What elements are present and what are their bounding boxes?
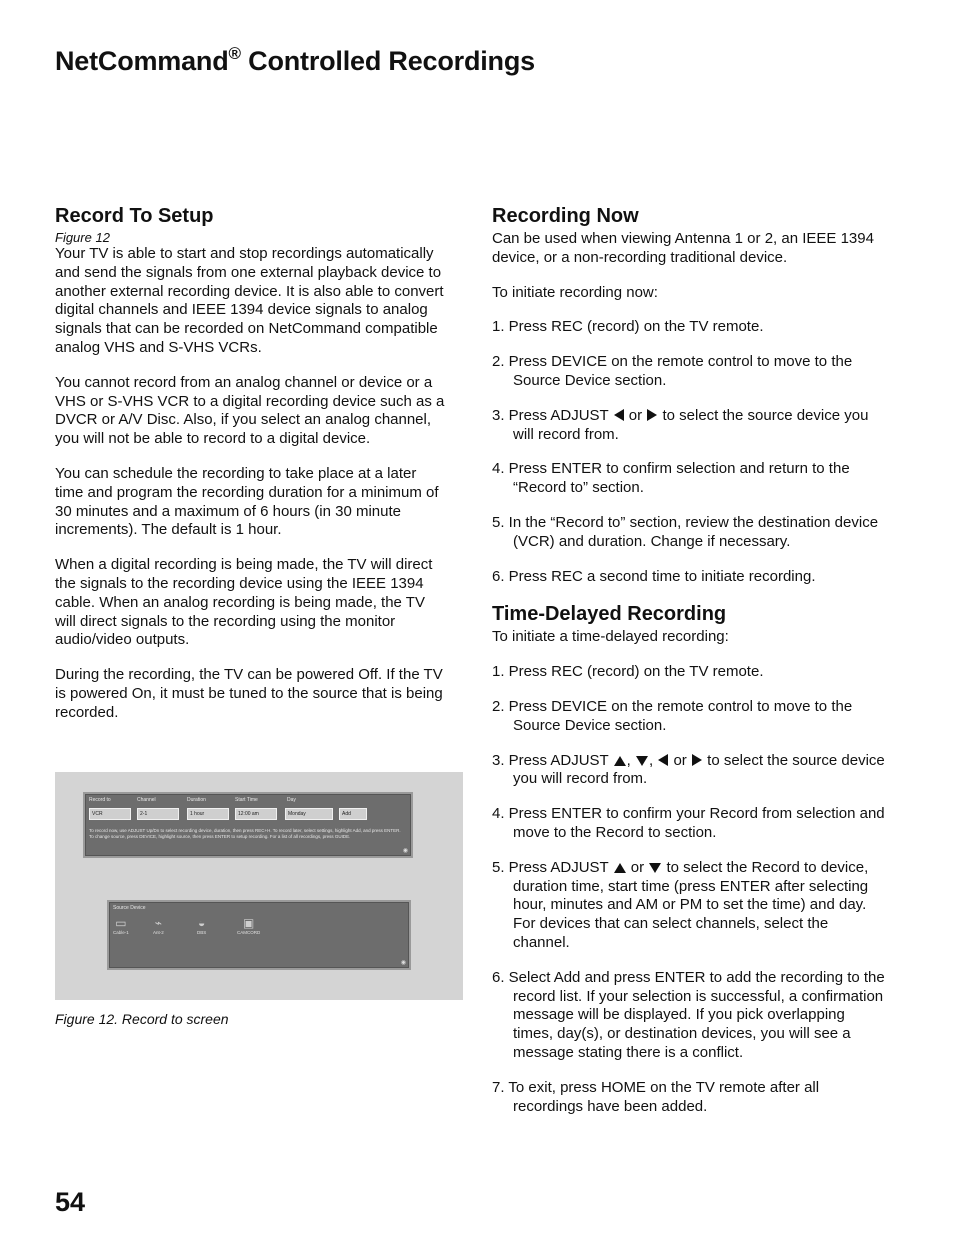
up-arrow-icon <box>614 863 626 873</box>
title-main: NetCommand <box>55 46 229 76</box>
step-text: , <box>648 751 654 769</box>
duration-field: 1 hour <box>187 808 229 820</box>
section-heading-recording-now: Recording Now <box>492 205 639 227</box>
camcorder-icon: ▣ <box>242 916 255 930</box>
step <box>492 859 887 953</box>
registered-mark: ® <box>228 44 241 63</box>
left-arrow-icon <box>614 409 624 421</box>
channel-field: 2-1 <box>137 808 179 820</box>
device-label: DBS <box>197 930 207 935</box>
paragraph: Can be used when viewing Antenna 1 or 2, an IEEE 1394 device, or a non-recording traditional device. <box>492 230 874 266</box>
record-to-label: Record to <box>89 797 111 803</box>
paragraph: You cannot record from an analog channel or device or a VHS or S-VHS VCR to a digital recording device such as a DVCR or A/V Disc. Also, if you select an analog channel, you will not be able to record to a digital device. <box>55 373 445 448</box>
device-antenna <box>153 916 164 935</box>
channel-label: Channel <box>137 797 156 803</box>
day-field: Monday <box>285 808 333 820</box>
step-text: 3. Press ADJUST <box>492 406 609 424</box>
section-heading-time-delayed: Time-Delayed Recording <box>492 603 727 626</box>
step: 7. To exit, press HOME on the TV remote after all recordings have been added. <box>492 1078 820 1115</box>
figure-reference: Figure 12 <box>55 230 110 245</box>
source-device-label: Source Device <box>113 905 146 911</box>
record-to-panel <box>83 792 413 858</box>
start-time-field: 12:00 am <box>235 808 277 820</box>
title-rest: Controlled Recordings <box>240 46 535 76</box>
right-column <box>492 204 887 1132</box>
device-camcord <box>237 916 260 935</box>
step: 1. Press REC (record) on the TV remote. <box>492 318 764 336</box>
step-text: or <box>673 751 687 769</box>
page-number: 54 <box>55 1187 86 1217</box>
device-cable <box>113 916 129 935</box>
down-arrow-icon <box>649 863 661 873</box>
left-column <box>55 204 445 739</box>
step-text: or <box>630 858 645 876</box>
step: 6. Select Add and press ENTER to add the recording to the record list. If your selection is successful, a confirmation message will be displayed. If you pick overlapping times, day(s), or destination devices, you will see a message stating there is a conflict. <box>492 968 885 1061</box>
up-arrow-icon <box>614 756 626 766</box>
device-label: Cable-1 <box>113 930 129 935</box>
source-device-panel <box>107 900 411 970</box>
info-icon: ◉ <box>402 848 408 854</box>
step-text: to select the Record to device, duration time, start time (press ENTER after selecting hour, minutes and AM or PM to set the time) and day. For devices that can select channels, select the channel. <box>513 858 869 951</box>
step <box>492 407 887 445</box>
right-arrow-icon <box>647 409 657 421</box>
duration-label: Duration <box>187 797 206 803</box>
cable-box-icon: ▭ <box>115 916 127 930</box>
step: 1. Press REC (record) on the TV remote. <box>492 663 764 681</box>
step-text: 5. Press ADJUST <box>492 858 609 876</box>
step: 4. Press ENTER to confirm selection and return to the “Record to” section. <box>492 460 850 497</box>
right-arrow-icon <box>692 754 702 766</box>
record-to-field: VCR <box>89 808 131 820</box>
step-text: or <box>628 406 643 424</box>
step-text: to select the source device you will record from. <box>513 406 869 443</box>
step: 4. Press ENTER to confirm your Record from selection and move to the Record to section. <box>492 805 885 841</box>
screen-instructions: To record now, use ADJUST Up/Dn to select recording device, duration, then press REC+H. To record later, select settings, highlight Add, and press ENTER. To change source, press DEVICE, highlight source, then press ENTER to setup recording. For a list of all recordings, press GUIDE. <box>89 828 401 839</box>
paragraph: During the recording, the TV can be powered Off. If the TV is powered On, it must be tuned to the source that is being recorded. <box>55 666 443 721</box>
page-title <box>55 46 535 77</box>
step: 2. Press DEVICE on the remote control to move to the Source Device section. <box>492 353 853 389</box>
left-arrow-icon <box>658 754 668 766</box>
section-heading-record-to-setup: Record To Setup <box>55 205 214 227</box>
device-dbs <box>197 916 206 935</box>
paragraph: To initiate recording now: <box>492 283 658 301</box>
record-to-screen-figure <box>55 772 463 1000</box>
paragraph: To initiate a time-delayed recording: <box>492 628 729 646</box>
step: 5. In the “Record to” section, review the destination device (VCR) and duration. Change if necessary. <box>492 513 879 550</box>
step: 2. Press DEVICE on the remote control to move to the Source Device section. <box>492 697 853 734</box>
step: 6. Press REC a second time to initiate recording. <box>492 567 816 585</box>
device-label: Ant-2 <box>153 930 164 935</box>
satellite-dish-icon: ◒ <box>198 916 206 930</box>
day-label: Day <box>287 797 296 803</box>
add-button: Add <box>339 808 367 820</box>
step-text: 3. Press ADJUST <box>492 751 609 769</box>
down-arrow-icon <box>636 756 648 766</box>
step-text: to select the source device you will record from. <box>513 751 885 788</box>
antenna-icon: ⌁ <box>154 916 162 930</box>
info-icon: ◉ <box>400 960 406 966</box>
device-label: CAMCORD <box>237 930 261 935</box>
step-text: , <box>626 751 631 769</box>
paragraph: Your TV is able to start and stop recordings automatically and send the signals from one external playback device to another external recording device. It is also able to convert digital channels and IEEE 1394 device signals to analog signals that can be recorded on NetCommand compatible analog VHS and S-VHS VCRs. <box>55 245 444 356</box>
start-time-label: Start Time <box>235 797 258 803</box>
paragraph: When a digital recording is being made, the TV will direct the signals to the recording device using the IEEE 1394 cable. When an analog recording is being made, the TV will direct signals to the recording using the monitor audio/video outputs. <box>55 556 433 649</box>
figure-caption: Figure 12. Record to screen <box>55 1011 229 1027</box>
paragraph: You can schedule the recording to take place at a later time and program the recording duration for a minimum of 30 minutes and a maximum of 6 hours (in 30 minute increments). The default is 1 hour. <box>55 464 439 539</box>
step <box>492 752 887 790</box>
